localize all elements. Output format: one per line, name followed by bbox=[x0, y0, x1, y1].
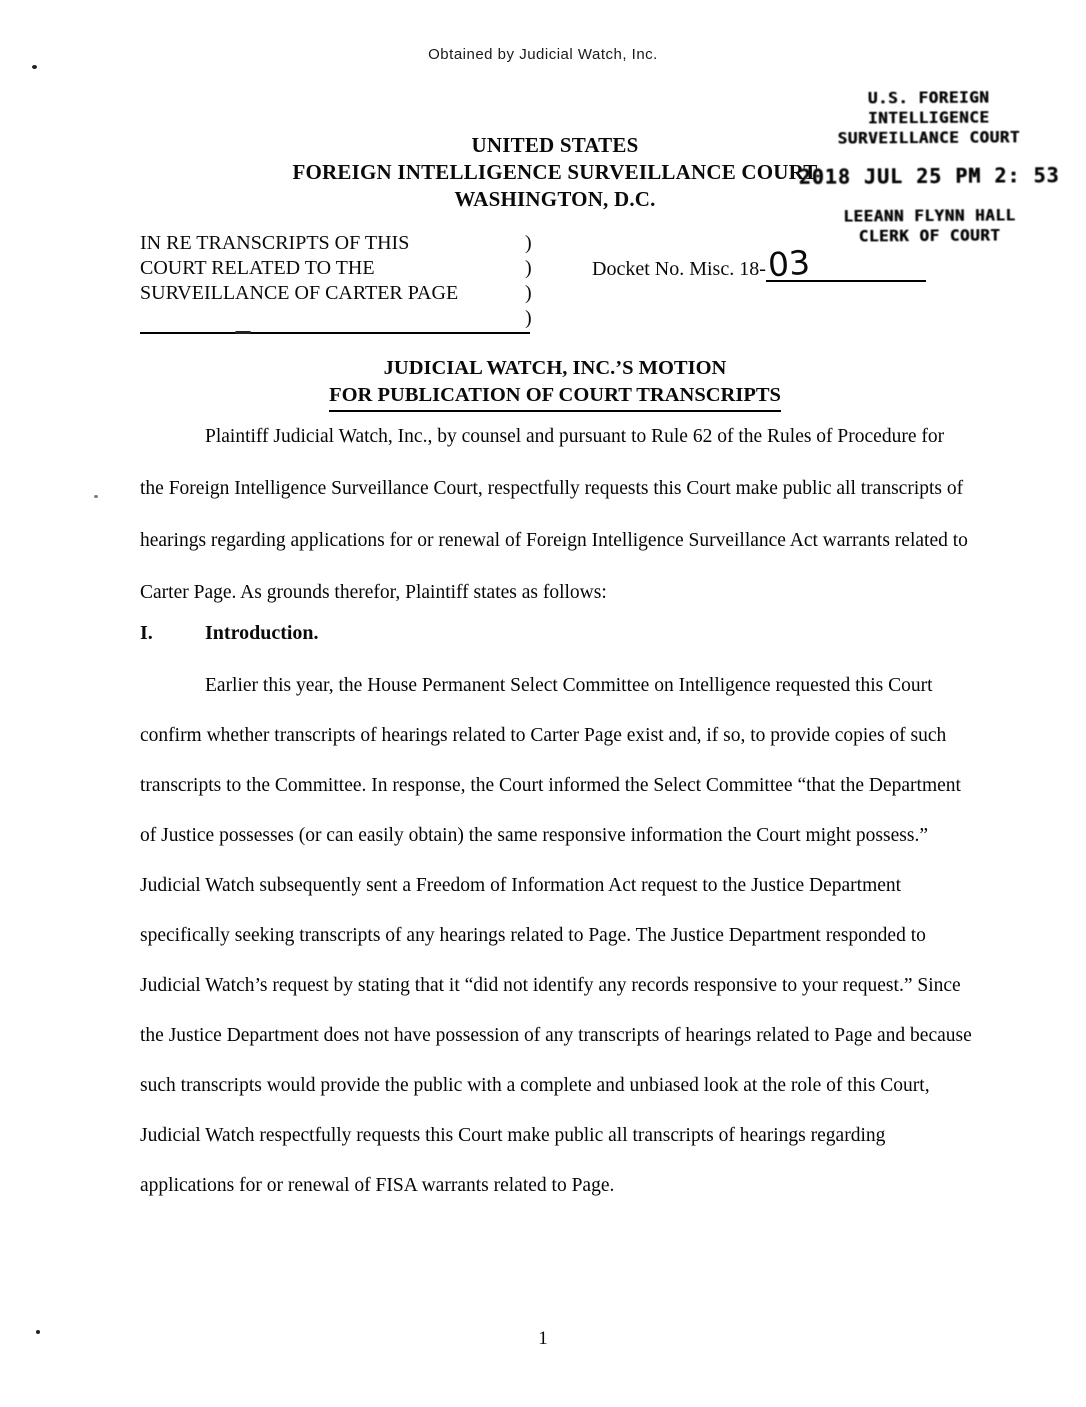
page-number: 1 bbox=[538, 1328, 548, 1349]
docket-number bbox=[592, 242, 926, 285]
stamp-court-line2: INTELLIGENCE bbox=[867, 107, 990, 128]
motion-title-line2: FOR PUBLICATION OF COURT TRANSCRIPTS bbox=[329, 382, 781, 412]
case-caption bbox=[140, 231, 560, 334]
caption-party-line: COURT RELATED TO THE bbox=[140, 257, 375, 279]
court-header-line2: FOREIGN INTELLIGENCE SURVEILLANCE COURT bbox=[292, 160, 818, 184]
header-note: Obtained by Judicial Watch, Inc. bbox=[428, 46, 658, 63]
section-title: Introduction. bbox=[205, 622, 319, 644]
scan-speck bbox=[94, 495, 98, 498]
caption-party-line: IN RE TRANSCRIPTS OF THIS bbox=[140, 232, 410, 254]
scan-speck bbox=[36, 1330, 40, 1334]
docket-number-handwritten: 03 bbox=[766, 242, 812, 285]
stamp-court-line3: SURVEILLANCE COURT bbox=[837, 127, 1021, 148]
scan-smudge bbox=[235, 331, 251, 334]
caption-paren: ) bbox=[525, 257, 532, 279]
court-header-line3: WASHINGTON, D.C. bbox=[454, 187, 656, 211]
caption-paren: ) bbox=[525, 282, 532, 304]
stamp-datetime: 2018 JUL 25 PM 2: 53 bbox=[798, 163, 1060, 189]
stamp-court-line1: U.S. FOREIGN bbox=[867, 87, 990, 108]
caption-paren: ) bbox=[525, 307, 532, 329]
stamp-clerk-name: LEEANN FLYNN HALL bbox=[843, 205, 1016, 226]
paragraph-opening: Plaintiff Judicial Watch, Inc., by counsel and pursuant to Rule 62 of the Rules of Procedure for the Foreign Intelligence Surveillance Court, respectfully requests this Court make public all transcripts of hearings regarding applications for or renewal of Foreign Intelligence Surveillance Act warrants related to Carter Page. As grounds therefor, Plaintiff states as follows: bbox=[140, 426, 968, 603]
docket-blank-line bbox=[766, 242, 926, 285]
section-heading-introduction bbox=[140, 622, 319, 645]
caption-party-line: SURVEILLANCE OF CARTER PAGE bbox=[140, 282, 459, 304]
paragraph-introduction: Earlier this year, the House Permanent Select Committee on Intelligence requested this Court confirm whether transcripts of hearings related to Carter Page exist and, if so, to provide copies of such transcripts to the Committee. In response, the Court informed the Select Committee “that the Department of Justice possesses (or can easily obtain) the same responsive information the Court might possess.” Judicial Watch subsequently sent a Freedom of Information Act request to the Justice Department specifically seeking transcripts of any hearings related to Page. The Justice Department responded to Judicial Watch’s request by stating that it “did not identify any records responsive to your request.” Since the Justice Department does not have possession of any transcripts of hearings related to Page and because such transcripts would provide the public with a complete and unbiased look at the role of this Court, Judicial Watch respectfully requests this Court make public all transcripts of hearings regarding applications for or renewal of FISA warrants related to Page. bbox=[140, 675, 972, 1196]
docket-label: Docket No. Misc. 18- bbox=[592, 258, 766, 280]
section-number: I. bbox=[140, 622, 153, 644]
court-header-line1: UNITED STATES bbox=[471, 133, 639, 157]
caption-paren: ) bbox=[525, 232, 532, 254]
court-header bbox=[240, 132, 870, 213]
scan-speck bbox=[32, 65, 37, 69]
motion-title bbox=[240, 355, 870, 412]
motion-title-line1: JUDICIAL WATCH, INC.’S MOTION bbox=[383, 357, 727, 379]
caption-signature-line bbox=[140, 307, 532, 334]
stamp-clerk-title: CLERK OF COURT bbox=[858, 225, 1001, 246]
